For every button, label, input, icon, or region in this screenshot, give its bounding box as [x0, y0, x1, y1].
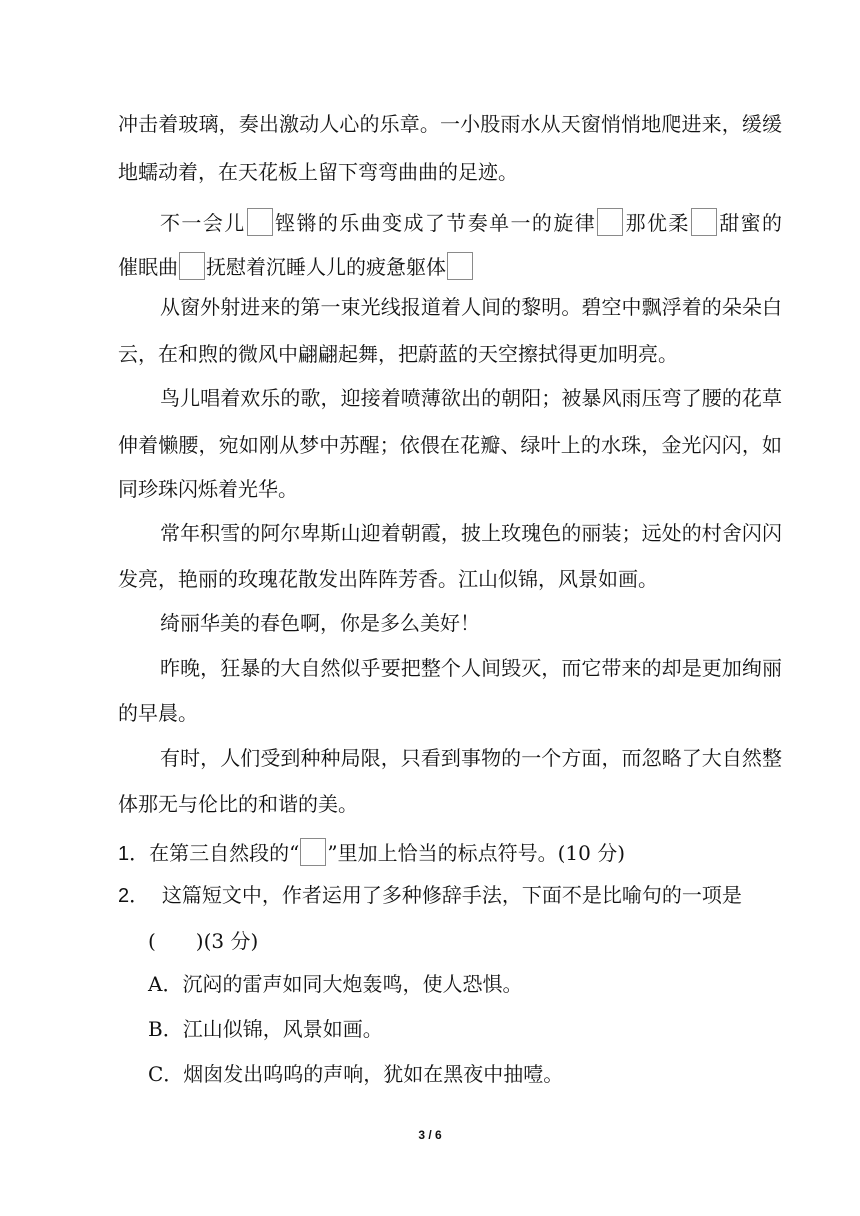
punctuation-blank-box: [300, 838, 326, 866]
paragraph-2-segment: 催眠曲: [118, 255, 178, 279]
question-1: [118, 838, 782, 869]
paragraph-2-segment: 甜蜜的: [717, 211, 783, 235]
paragraph-4-line-1: 鸟儿唱着欢乐的歌，迎接着喷薄欲出的朝阳；被暴风雨压弯了腰的花草: [160, 386, 782, 410]
paragraph-2-segment: 抚慰着沉睡人儿的疲惫躯体: [206, 255, 446, 279]
question-1-text-before: 在第三自然段的“: [149, 841, 300, 865]
paragraph-2-segment: 不一会儿: [160, 211, 246, 235]
paragraph-2-line-2: [118, 252, 782, 282]
paragraph-8-line-1: 有时，人们受到种种局限，只看到事物的一个方面，而忽略了大自然整: [160, 746, 782, 770]
option-a[interactable]: A．沉闷的雷声如同大炮轰鸣，使人恐惧。: [148, 972, 523, 996]
paragraph-2-segment: 那优柔: [624, 211, 690, 235]
question-2: [118, 880, 782, 911]
option-b[interactable]: B．江山似锦，风景如画。: [148, 1017, 383, 1041]
question-1-number: 1．: [118, 843, 150, 865]
paragraph-5-line-2: 发亮，艳丽的玫瑰花散发出阵阵芳香。江山似锦，风景如画。: [118, 567, 658, 591]
paragraph-3-line-2: 云，在和煦的微风中翩翩起舞，把蔚蓝的天空擦拭得更加明亮。: [118, 342, 678, 366]
punctuation-blank-box[interactable]: [247, 208, 273, 236]
paragraph-4-line-3: 同珍珠闪烁着光华。: [118, 477, 298, 501]
question-2-number: 2．: [118, 885, 150, 907]
paragraph-6-line-1: 绮丽华美的春色啊，你是多么美好！: [160, 611, 480, 635]
paragraph-2-segment: 铿锵的乐曲变成了节奏单一的旋律: [273, 211, 597, 235]
paragraph-7-line-1: 昨晚，狂暴的大自然似乎要把整个人间毁灭，而它带来的却是更加绚丽: [160, 656, 782, 680]
page-number: 3 / 6: [418, 1128, 442, 1142]
paragraph-1-line-1: 冲击着玻璃，奏出激动人心的乐章。一小股雨水从天窗悄悄地爬进来，缓缓: [118, 112, 782, 136]
option-c[interactable]: C．烟囱发出呜呜的声响，犹如在黑夜中抽噎。: [148, 1062, 564, 1086]
punctuation-blank-box[interactable]: [691, 208, 717, 236]
punctuation-blank-box[interactable]: [597, 208, 623, 236]
punctuation-blank-box[interactable]: [179, 252, 205, 280]
paragraph-7-line-2: 的早晨。: [118, 701, 198, 725]
paragraph-8-line-2: 体那无与伦比的和谐的美。: [118, 792, 358, 816]
question-2-text: 这篇短文中，作者运用了多种修辞手法，下面不是比喻句的一项是: [161, 883, 742, 907]
paragraph-2-line-1: [160, 208, 782, 238]
punctuation-blank-box[interactable]: [447, 252, 473, 280]
paragraph-5-line-1: 常年积雪的阿尔卑斯山迎着朝霞，披上玫瑰色的丽装；远处的村舍闪闪: [160, 521, 782, 545]
question-1-text-after: ”里加上恰当的标点符号。(10 分): [327, 841, 625, 865]
paragraph-3-line-1: 从窗外射进来的第一束光线报道着人间的黎明。碧空中飘浮着的朵朵白: [160, 295, 782, 319]
paragraph-4-line-2: 伸着懒腰，宛如刚从梦中苏醒；依偎在花瓣、绿叶上的水珠，金光闪闪，如: [118, 433, 782, 457]
question-2-score: ( )(3 分): [148, 929, 259, 953]
paragraph-1-line-2: 地蠕动着，在天花板上留下弯弯曲曲的足迹。: [118, 160, 518, 184]
